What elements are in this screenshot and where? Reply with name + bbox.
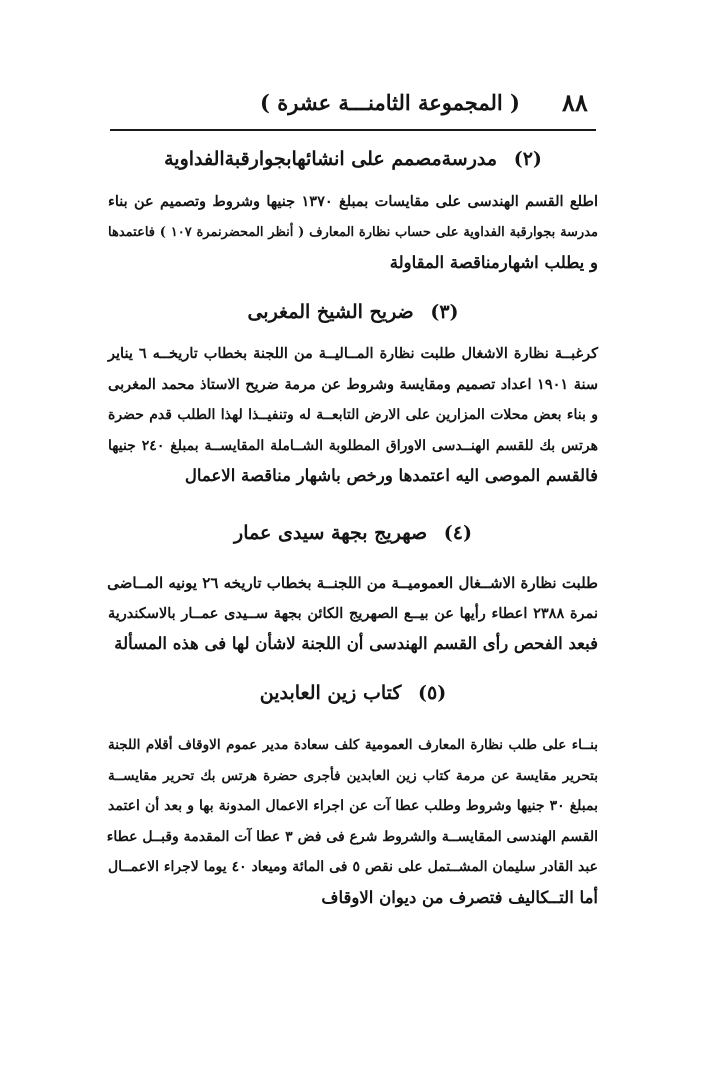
section-number: (٤) [443, 522, 472, 544]
section-title: ضريح الشيخ المغربى [247, 301, 414, 323]
section-heading-5 [110, 682, 596, 704]
section-title: مدرسةمصمم على انشائهابجوارقبةالفداوية [164, 148, 498, 170]
section-heading-4 [110, 522, 596, 544]
section-body-2 [108, 187, 598, 279]
section-title: كتاب زين العابدين [259, 682, 402, 704]
text-line: طلبت نظارة الاشــغال العموميــة من اللجنــة بخطاب تاريخه ٢٦ يونيه المــاضى [107, 574, 598, 592]
text-line: كرغبــة نظارة الاشغال طلبت نظارة المــاليــة من اللجنة بخطاب تاريخــه ٦ يناير [108, 345, 598, 362]
header-rule [110, 129, 596, 131]
section-number: (٢) [513, 148, 542, 170]
text-line: فالقسم الموصى اليه اعتمدها ورخص باشهار مناقصة الاعمال [184, 466, 598, 485]
text-line: فبعد الفحص رأى القسم الهندسى أن اللجنة لاشأن لها فى هذه المسألة [114, 634, 598, 653]
section-number: (٣) [430, 301, 459, 323]
header-title: ( المجموعة الثامنـــة عشرة ) [260, 90, 520, 115]
section-title: صهريج بجهة سيدى عمار [234, 522, 428, 544]
text-line: القسم الهندسى المقايســة والشروط شرع فى فض ٣ عطا آت المقدمة وقبــل عطاء [106, 828, 598, 845]
text-line: بتحرير مقايسة عن مرمة كتاب زين العابدين فأجرى حضرة هرتس بك تحرير مقايســة [108, 767, 598, 784]
section-body-5 [108, 730, 598, 913]
text-line: اطلع القسم الهندسى على مقايسات بمبلغ ١٣٧٠ جنيها وشروط وتصميم عن بناء [108, 193, 598, 210]
text-line: أما التــكاليف فتصرف من ديوان الاوقاف [321, 887, 598, 907]
text-line: هرتس بك للقسم الهنــدسى الاوراق المطلوبة الشــاملة المقايســة بمبلغ ٢٤٠ جنيها [108, 437, 598, 454]
text-line: عبد القادر سليمان المشــتمل على نقص ٥ فى المائة وميعاد ٤٠ يوما لاجراء الاعمــال [108, 859, 598, 875]
section-body-4 [108, 568, 598, 660]
text-line: و بناء بعض محلات المزارين على الارض التابعــة له وتنفيــذا لهذا الطلب قدم حضرة [108, 407, 598, 423]
section-number: (٥) [418, 682, 447, 704]
text-line: سنة ١٩٠١ اعداد تصميم ومقايسة وشروط عن مرمة ضريح الاستاذ محمد المغربى [108, 375, 598, 393]
section-heading-2 [110, 148, 596, 170]
text-line: مدرسة بجوارقبة الفداوية على حساب نظارة المعارف ( أنظر المحضرنمرة ١٠٧ ) فاعتمدها [108, 224, 598, 240]
section-heading-3 [110, 301, 596, 323]
text-line: و يطلب اشهارمناقصة المقاولة [389, 253, 598, 272]
page-number: ٨٨ [562, 88, 588, 117]
section-body-3 [108, 339, 598, 492]
running-header [110, 86, 596, 122]
text-line: نمرة ٢٣٨٨ اعطاء رأيها عن بيــع الصهريج الكائن بجهة ســيدى عمــار بالاسكندرية [108, 604, 598, 622]
text-line: بنــاء على طلب نظارة المعارف العمومية كلف سعادة مدير عموم الاوقاف أقلام اللجنة [108, 737, 598, 753]
text-line: بمبلغ ٣٠ جنيها وشروط وطلب عطا آت عن اجراء الاعمال المدونة بها و بعد أن اعتمد [108, 798, 598, 814]
